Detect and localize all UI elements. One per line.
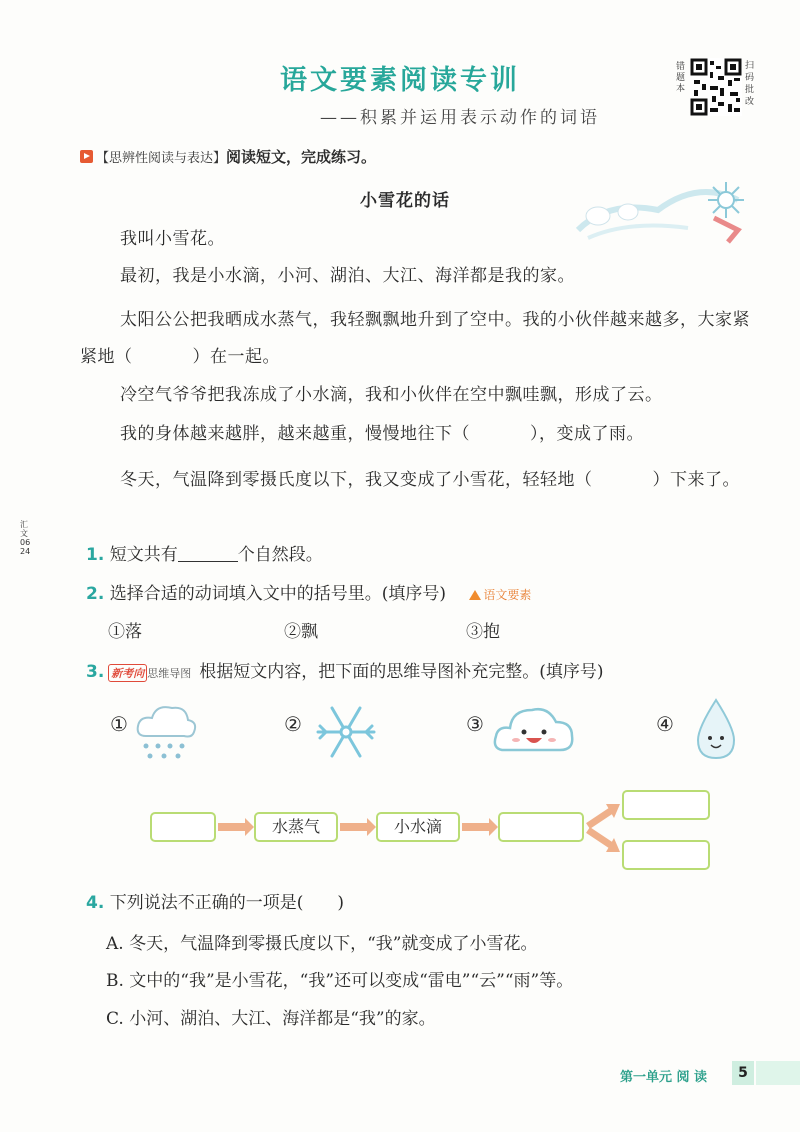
footer-bar [756,1061,800,1085]
option-1: ①落 [108,622,142,642]
picture-label-1: ① [110,712,128,736]
question-4-text: 下列说法不正确的一项是( ) [109,893,344,913]
option-2: ②飘 [284,622,318,642]
warning-icon [469,590,481,600]
section-heading [80,146,376,167]
story-paragraph-1: 我叫小雪花。 [120,229,225,249]
question-1-text-b: 个自然段。 [237,545,323,565]
question-1 [86,540,323,565]
story-paragraph-2: 最初，我是小水滴，小河、湖泊、大江、海洋都是我的家。 [120,266,575,286]
question-number: 2. [86,584,105,604]
play-icon [80,150,93,163]
question-3 [86,657,604,682]
question-4 [86,888,344,913]
picture-label-4: ④ [656,712,674,736]
section-tag: 【思辨性阅读与表达】 [96,151,227,166]
footer-unit-label: 第一单元 阅 读 [620,1070,708,1085]
rain-cloud-icon [136,700,198,764]
flow-arrow-icon [462,823,490,831]
story-paragraph-6-b: ）下来了。 [652,470,740,490]
question-4-option-b[interactable]: B. 文中的“我”是小雪花，“我”还可以变成“雷电”“云”“雨”等。 [106,971,574,991]
story-paragraph-6-a: 冬天，气温降到零摄氏度以下，我又变成了小雪花，轻轻地（ [120,470,593,490]
section-instruction: 阅读短文，完成练习。 [226,148,377,166]
language-element-badge: 语文要素 [469,588,531,602]
qr-right-label: 扫码批改 [745,61,755,107]
flow-box-water-drop: 小水滴 [376,812,460,842]
story-paragraph-5 [80,423,760,445]
mind-map-tag: 思维导图 [147,667,192,680]
story-paragraph-3-b: ）在一起。 [192,347,280,367]
snowflake-icon [314,700,378,764]
question-4-option-c[interactable]: C. 小河、湖泊、大江、海洋都是“我”的家。 [106,1009,436,1029]
picture-label-3: ③ [466,712,484,736]
question-number: 1. [86,545,105,565]
flow-box-blank-3[interactable] [622,790,710,820]
page-subtitle: ——积累并运用表示动作的词语 [320,108,600,128]
story-paragraph-5-a: 我的身体越来越胖，越来越重，慢慢地往下（ [120,424,470,444]
story-paragraph-6 [80,462,760,499]
smiling-cloud-icon [492,700,576,756]
question-3-text: 根据短文内容，把下面的思维导图补充完整。(填序号) [199,662,604,682]
branch-arrows-icon [586,798,624,858]
answer-line[interactable] [178,545,238,562]
question-number: 3. [86,662,105,682]
picture-label-2: ② [284,712,302,736]
story-paragraph-3 [80,302,760,376]
story-paragraph-5-b: ），变成了雨。 [530,424,644,444]
new-direction-tag: 新考向 [108,664,147,682]
question-2-text: 选择合适的动词填入文中的括号里。(填序号) [109,584,446,604]
flow-box-blank-4[interactable] [622,840,710,870]
flow-box-water-vapor: 水蒸气 [254,812,338,842]
question-2 [86,579,531,604]
story-title: 小雪花的话 [360,191,450,211]
flow-box-blank-2[interactable] [498,812,584,842]
side-note: 汇文 06 24 [20,520,31,556]
page-number: 5 [732,1061,754,1085]
question-1-text-a: 短文共有 [109,545,178,565]
qr-code-icon[interactable] [690,58,742,116]
question-number: 4. [86,893,105,913]
story-paragraph-4: 冷空气爷爷把我冻成了小水滴，我和小伙伴在空中飘哇飘，形成了云。 [120,385,663,405]
question-4-option-a[interactable]: A. 冬天，气温降到零摄氏度以下，“我”就变成了小雪花。 [106,934,538,954]
flow-arrow-icon [218,823,246,831]
option-3: ③抱 [466,622,500,642]
water-drop-icon [694,698,738,762]
qr-left-label: 错题本 [676,62,686,94]
page-title: 语文要素阅读专训 [280,65,520,96]
story-paragraph-3-a: 太阳公公把我晒成水蒸气，我轻飘飘地升到了空中。我的小伙伴越来越多，大家紧紧地（ [80,310,750,367]
flow-box-blank-1[interactable] [150,812,216,842]
flow-arrow-icon [340,823,368,831]
